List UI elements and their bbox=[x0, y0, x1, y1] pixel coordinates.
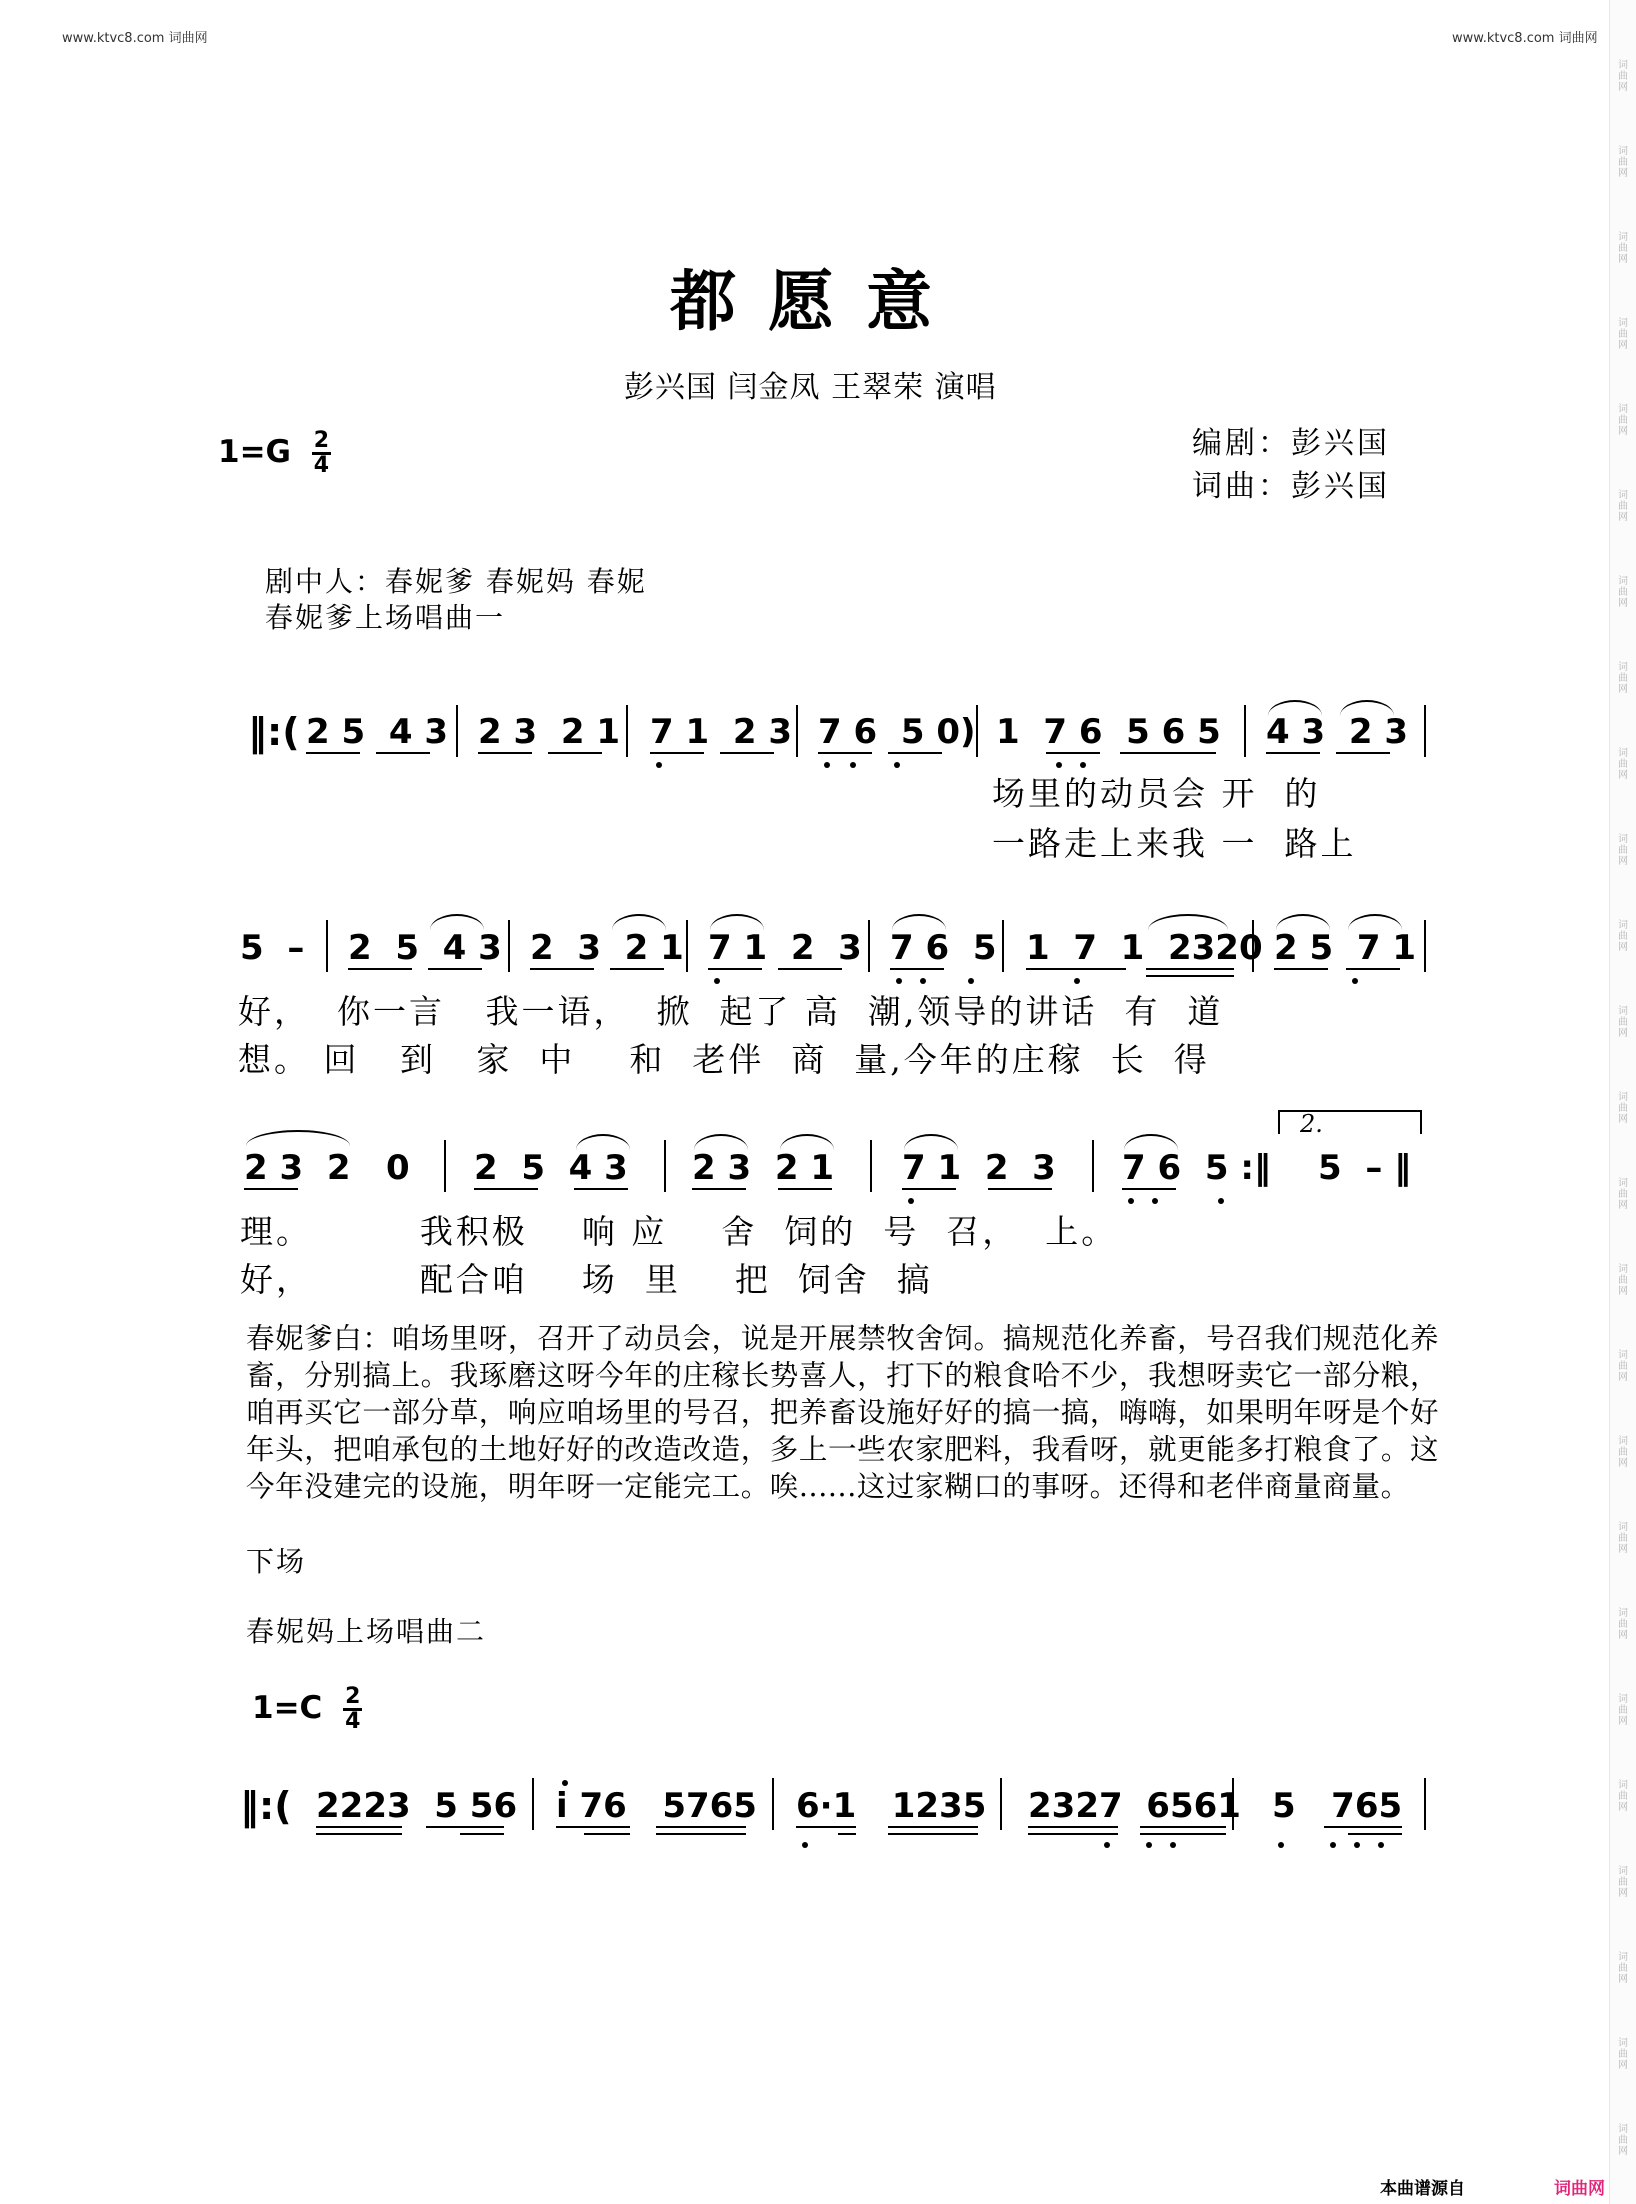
spoken-dialogue: 春妮爹白：咱场里呀，召开了动员会，说是开展禁牧舍饲。搞规范化养畜，号召我们规范化养畜，分别搞上。我琢磨这呀今年的庄稼长势喜人，打下的粮食哈不少，我想呀卖它一部分粮，咱再买它一部分草，响应咱场里的号召，把养畜设施好好的搞一搞，嗨嗨，如果明年呀是个好年头，把咱承包的土地好好的改造改造，多上一些农家肥料，我看呀，就更能多打粮食了。这今年没建完的设施，明年呀一定能完工。唉......这过家糊口的事呀。还得和老伴商量商量。 bbox=[246, 1322, 1440, 1503]
measure-3-3: 2 3 2 1 bbox=[692, 1148, 834, 1188]
upper-octave-dot bbox=[562, 1780, 568, 1786]
side-watermark-mark: 词 曲 网 bbox=[1618, 1436, 1628, 1469]
beam bbox=[1120, 752, 1216, 754]
barline bbox=[1002, 920, 1004, 972]
measure-4-4: 2327 6561 bbox=[1028, 1786, 1241, 1826]
side-watermark-mark: 词 曲 网 bbox=[1618, 576, 1628, 609]
beam bbox=[474, 1188, 538, 1190]
beam bbox=[890, 968, 944, 970]
section2-time-denominator: 4 bbox=[345, 1709, 361, 1734]
side-watermark-mark: 词 曲 网 bbox=[1618, 834, 1628, 867]
measure-1-3: 7 1 2 3 bbox=[650, 712, 792, 752]
measure-1-5: 1 7 6 5 6 5 bbox=[996, 712, 1221, 752]
lyric-line1-verse1: 场里的动员会 开 的 bbox=[992, 774, 1321, 813]
beam bbox=[656, 1826, 746, 1828]
footer-brand[interactable]: 词曲网 bbox=[1554, 2179, 1605, 2199]
lower-octave-dot bbox=[1128, 1198, 1134, 1204]
lower-octave-dot bbox=[894, 762, 900, 768]
performers-line: 彭兴国 闫金凤 王翠荣 演唱 bbox=[624, 370, 997, 405]
time-numerator: 2 bbox=[313, 428, 330, 453]
time-signature bbox=[312, 430, 331, 477]
side-watermark-mark: 词 曲 网 bbox=[1618, 490, 1628, 523]
beam bbox=[838, 1833, 856, 1835]
beam bbox=[778, 968, 842, 970]
section2-time-numerator: 2 bbox=[345, 1684, 361, 1709]
side-watermark-mark: 词 曲 网 bbox=[1618, 662, 1628, 695]
lower-octave-dot bbox=[1104, 1842, 1110, 1848]
slur bbox=[710, 914, 764, 930]
beam bbox=[1346, 968, 1400, 970]
time-denominator: 4 bbox=[313, 453, 330, 478]
lower-octave-dot bbox=[1330, 1842, 1336, 1848]
side-watermark-mark: 词 曲 网 bbox=[1618, 318, 1628, 351]
section2-key-label: 1=C bbox=[252, 1690, 323, 1726]
beam bbox=[1266, 752, 1320, 754]
side-watermark-strip bbox=[1609, 0, 1636, 2204]
lower-octave-dot bbox=[1378, 1842, 1384, 1848]
measure-1-2: 2 3 2 1 bbox=[478, 712, 620, 752]
side-watermark-mark: 词 曲 网 bbox=[1618, 1092, 1628, 1125]
side-watermark-mark: 词 曲 网 bbox=[1618, 232, 1628, 265]
side-watermark-mark: 词 曲 网 bbox=[1618, 1608, 1628, 1641]
beam bbox=[316, 1826, 402, 1828]
side-watermark-mark: 词 曲 网 bbox=[1618, 748, 1628, 781]
lower-octave-dot bbox=[1354, 1842, 1360, 1848]
beam bbox=[1046, 752, 1100, 754]
measure-4-3: 6·1 1235 bbox=[796, 1786, 987, 1826]
barline bbox=[1424, 1778, 1426, 1830]
measure-2-3: 2 3 2 1 bbox=[530, 928, 684, 968]
slur bbox=[246, 1130, 350, 1146]
barline bbox=[686, 920, 688, 972]
lower-octave-dot bbox=[824, 762, 830, 768]
slur bbox=[576, 1134, 630, 1150]
lower-octave-dot bbox=[908, 1198, 914, 1204]
lower-octave-dot bbox=[920, 978, 926, 984]
beam bbox=[1028, 1833, 1118, 1835]
side-watermark-mark: 词 曲 网 bbox=[1618, 920, 1628, 953]
lower-octave-dot bbox=[1146, 1842, 1152, 1848]
key-label: 1=G bbox=[218, 434, 291, 470]
source-watermark-right: www.ktvc8.com 词曲网 bbox=[1452, 31, 1598, 46]
barline bbox=[1252, 920, 1254, 972]
lower-octave-dot bbox=[968, 978, 974, 984]
slur bbox=[780, 1134, 834, 1150]
measure-1-4: 7 6 5 0) bbox=[818, 712, 976, 752]
beam bbox=[1140, 1833, 1226, 1835]
slur bbox=[904, 1134, 958, 1150]
lower-octave-dot bbox=[1170, 1842, 1176, 1848]
measure-3-2: 2 5 4 3 bbox=[474, 1148, 628, 1188]
barline bbox=[868, 920, 870, 972]
slur bbox=[1348, 914, 1402, 930]
beam bbox=[574, 1188, 628, 1190]
measure-2-7: 2 5 7 1 bbox=[1274, 928, 1416, 968]
slur bbox=[694, 1134, 748, 1150]
beam bbox=[610, 968, 664, 970]
beam bbox=[888, 752, 942, 754]
barline bbox=[444, 1140, 446, 1192]
barline bbox=[508, 920, 510, 972]
lower-octave-dot bbox=[802, 1842, 808, 1848]
measure-1-6: 4 3 2 3 bbox=[1266, 712, 1408, 752]
side-watermark-mark: 词 曲 网 bbox=[1618, 404, 1628, 437]
measure-2-6: 1 7 1 2320 bbox=[1026, 928, 1263, 968]
beam bbox=[1348, 1833, 1402, 1835]
beam bbox=[692, 1188, 746, 1190]
barline bbox=[976, 705, 978, 757]
measure-4-5: 5 765 bbox=[1272, 1786, 1403, 1826]
side-watermark-mark: 词 曲 网 bbox=[1618, 2038, 1628, 2071]
beam bbox=[428, 968, 482, 970]
barline bbox=[1000, 1778, 1002, 1830]
measure-4-1: 2223 5 56 bbox=[316, 1786, 518, 1826]
slur bbox=[892, 914, 946, 930]
barline bbox=[1424, 920, 1426, 972]
slur bbox=[430, 914, 484, 930]
beam bbox=[306, 752, 360, 754]
measure-3-4: 7 1 2 3 bbox=[902, 1148, 1056, 1188]
side-watermark-mark: 词 曲 网 bbox=[1618, 1952, 1628, 1985]
beam bbox=[778, 1188, 832, 1190]
side-watermark-mark: 词 曲 网 bbox=[1618, 1694, 1628, 1727]
beam bbox=[720, 752, 774, 754]
barline bbox=[772, 1778, 774, 1830]
beam bbox=[1274, 968, 1328, 970]
lower-octave-dot bbox=[1152, 1198, 1158, 1204]
side-watermark-mark: 词 曲 网 bbox=[1618, 1006, 1628, 1039]
measure-3-1: 2 3 2 0 bbox=[244, 1148, 410, 1188]
beam bbox=[888, 1833, 978, 1835]
beam bbox=[316, 1833, 402, 1835]
beam bbox=[1324, 1826, 1402, 1828]
characters-list: 剧中人：春妮爹 春妮妈 春妮 bbox=[265, 565, 647, 598]
barline bbox=[1092, 1140, 1094, 1192]
lower-octave-dot bbox=[1218, 1198, 1224, 1204]
beam bbox=[376, 752, 430, 754]
section1-title: 春妮爹上场唱曲一 bbox=[265, 601, 506, 634]
beam bbox=[460, 1833, 504, 1835]
beam bbox=[1140, 1826, 1226, 1828]
lower-octave-dot bbox=[1074, 978, 1080, 984]
beam bbox=[530, 968, 594, 970]
lower-octave-dot bbox=[850, 762, 856, 768]
beam bbox=[818, 752, 872, 754]
beam bbox=[988, 1188, 1052, 1190]
exit-direction: 下场 bbox=[246, 1545, 307, 1578]
lower-octave-dot bbox=[1352, 978, 1358, 984]
side-watermark-mark: 词 曲 网 bbox=[1618, 1350, 1628, 1383]
measure-2-5: 7 6 5 bbox=[890, 928, 997, 968]
slur bbox=[1148, 914, 1228, 930]
beam bbox=[796, 1826, 856, 1828]
slur bbox=[612, 914, 666, 930]
credit-lyrics-music: 词曲：彭兴国 bbox=[1192, 469, 1390, 504]
measure-2-4: 7 1 2 3 bbox=[708, 928, 862, 968]
barline bbox=[664, 1140, 666, 1192]
section2-title: 春妮妈上场唱曲二 bbox=[246, 1615, 487, 1648]
beam bbox=[478, 752, 532, 754]
key-signature bbox=[218, 430, 331, 477]
slur bbox=[1276, 914, 1330, 930]
side-watermark-mark: 词 曲 网 bbox=[1618, 1866, 1628, 1899]
beam bbox=[656, 1833, 746, 1835]
source-watermark-left: www.ktvc8.com 词曲网 bbox=[62, 31, 208, 46]
footer-source-label: 本曲谱源自 bbox=[1380, 2179, 1465, 2199]
beam bbox=[1028, 1826, 1118, 1828]
measure-2-1: 5 – bbox=[240, 928, 305, 968]
repeat-start: ‖:( bbox=[240, 1784, 292, 1828]
beam bbox=[584, 1833, 630, 1835]
slur bbox=[1268, 700, 1322, 716]
beam bbox=[556, 1826, 630, 1828]
beam bbox=[650, 752, 704, 754]
beam bbox=[1146, 975, 1234, 977]
lower-octave-dot bbox=[714, 978, 720, 984]
barline bbox=[870, 1140, 872, 1192]
credits-block bbox=[1192, 422, 1390, 508]
beam bbox=[1336, 752, 1390, 754]
volta-number: 2. bbox=[1300, 1110, 1323, 1138]
barline bbox=[532, 1778, 534, 1830]
measure-2-2: 2 5 4 3 bbox=[348, 928, 502, 968]
credit-editor: 编剧：彭兴国 bbox=[1192, 426, 1390, 461]
song-title: 都愿意 bbox=[670, 262, 964, 340]
side-watermark-mark: 词 曲 网 bbox=[1618, 1780, 1628, 1813]
beam bbox=[1122, 1188, 1176, 1190]
barline bbox=[456, 705, 458, 757]
side-watermark-mark: 词 曲 网 bbox=[1618, 60, 1628, 93]
lyric-line3-verse1: 理。 我积极 响 应 舍 饲的 号 召， 上。 bbox=[240, 1212, 1118, 1251]
barline bbox=[326, 920, 328, 972]
beam bbox=[244, 1188, 298, 1190]
beam bbox=[548, 752, 602, 754]
lyric-line1-verse2: 一路走上来我 一 路上 bbox=[992, 824, 1357, 863]
lower-octave-dot bbox=[1278, 1842, 1284, 1848]
lyric-line2-verse1: 好， 你一言 我一语， 掀 起了 高 潮,领导的讲话 有 道 bbox=[238, 992, 1224, 1031]
beam bbox=[888, 1826, 978, 1828]
barline bbox=[626, 705, 628, 757]
slur bbox=[1340, 700, 1394, 716]
measure-4-2: i 76 5765 bbox=[556, 1786, 757, 1826]
beam bbox=[1026, 968, 1126, 970]
beam bbox=[708, 968, 762, 970]
barline bbox=[1424, 705, 1426, 757]
lyric-line3-verse2: 好， 配合咱 场 里 把 饲舍 搞 bbox=[240, 1260, 933, 1299]
measure-1-1: 2 5 4 3 bbox=[306, 712, 448, 752]
lower-octave-dot bbox=[896, 978, 902, 984]
lower-octave-dot bbox=[656, 762, 662, 768]
repeat-start: ‖:( bbox=[248, 710, 300, 754]
lyric-line2-verse2: 想。 回 到 家 中 和 老伴 商 量,今年的庄稼 长 得 bbox=[238, 1040, 1210, 1079]
beam bbox=[426, 1826, 504, 1828]
side-watermark-mark: 词 曲 网 bbox=[1618, 2124, 1628, 2157]
beam bbox=[348, 968, 412, 970]
section2-key-signature bbox=[252, 1686, 362, 1733]
barline bbox=[1232, 1778, 1234, 1830]
measure-3-5: 7 6 5 :‖ bbox=[1122, 1148, 1271, 1188]
section2-time-signature bbox=[343, 1686, 362, 1733]
barline bbox=[796, 705, 798, 757]
measure-3-6: 5 – ‖ bbox=[1318, 1148, 1412, 1188]
side-watermark-mark: 词 曲 网 bbox=[1618, 1178, 1628, 1211]
side-watermark-mark: 词 曲 网 bbox=[1618, 1264, 1628, 1297]
side-watermark-mark: 词 曲 网 bbox=[1618, 1522, 1628, 1555]
barline bbox=[1244, 705, 1246, 757]
beam bbox=[902, 1188, 956, 1190]
slur bbox=[1124, 1134, 1178, 1150]
side-watermark-mark: 词 曲 网 bbox=[1618, 146, 1628, 179]
beam bbox=[1146, 968, 1234, 970]
